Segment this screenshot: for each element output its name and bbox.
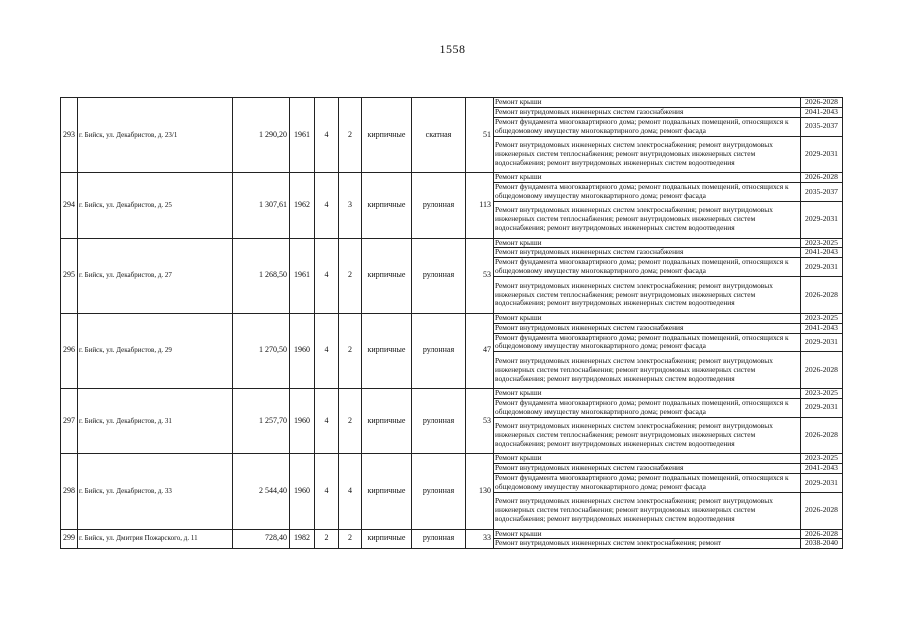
work-description-cell: Ремонт фундамента многоквартирного дома; ремонт подвальных помещений, относящихся к общедомовому имуществу многоквартирного дома; ремонт фасада — [494, 258, 801, 277]
table-row — [61, 529, 843, 539]
entrances-cell: 2 — [339, 98, 362, 173]
apartments-cell: 53 — [466, 388, 494, 453]
floors-cell: 4 — [315, 238, 339, 313]
table-row — [61, 388, 843, 398]
row-number: 296 — [61, 313, 78, 388]
work-period-cell: 2026-2028 — [801, 529, 843, 539]
work-description-cell: Ремонт крыши — [494, 238, 801, 248]
work-description-cell: Ремонт внутридомовых инженерных систем электроснабжения; ремонт внутридомовых инженерных систем теплоснабжения; ремонт внутридомовых инженерных систем водоснабжения; ремонт внутридомовых инженерных систем водоотведения — [494, 417, 801, 454]
work-period-cell: 2023-2025 — [801, 388, 843, 398]
work-description-cell: Ремонт крыши — [494, 529, 801, 539]
wall-material-cell: кирпичные — [362, 529, 412, 549]
entrances-cell: 2 — [339, 388, 362, 453]
row-number: 295 — [61, 238, 78, 313]
entrances-cell: 2 — [339, 313, 362, 388]
wall-material-cell: кирпичные — [362, 313, 412, 388]
roof-type-cell: рулонная — [412, 238, 466, 313]
floors-cell: 4 — [315, 173, 339, 238]
floors-cell: 4 — [315, 388, 339, 453]
work-period-cell: 2026-2028 — [801, 173, 843, 183]
roof-type-cell: скатная — [412, 98, 466, 173]
address-cell: г. Бийск, ул. Дмитрия Пожарского, д. 11 — [78, 529, 233, 549]
row-number: 297 — [61, 388, 78, 453]
work-description-cell: Ремонт фундамента многоквартирного дома; ремонт подвальных помещений, относящихся к общедомовому имуществу многоквартирного дома; ремонт фасада — [494, 333, 801, 352]
year-cell: 1982 — [290, 529, 315, 549]
work-description-cell: Ремонт внутридомовых инженерных систем газоснабжения — [494, 464, 801, 474]
row-number: 294 — [61, 173, 78, 238]
roof-type-cell: рулонная — [412, 454, 466, 529]
roof-type-cell: рулонная — [412, 529, 466, 549]
roof-type-cell: рулонная — [412, 388, 466, 453]
address-cell: г. Бийск, ул. Декабристов, д. 23/1 — [78, 98, 233, 173]
roof-type-cell: рулонная — [412, 313, 466, 388]
apartments-cell: 130 — [466, 454, 494, 529]
work-period-cell: 2026-2028 — [801, 352, 843, 389]
year-cell: 1960 — [290, 388, 315, 453]
row-number: 298 — [61, 454, 78, 529]
work-description-cell: Ремонт внутридомовых инженерных систем электроснабжения; ремонт внутридомовых инженерных систем теплоснабжения; ремонт внутридомовых инженерных систем водоснабжения; ремонт внутридомовых инженерных систем водоотведения — [494, 277, 801, 314]
area-cell: 1 290,20 — [233, 98, 290, 173]
apartments-cell: 51 — [466, 98, 494, 173]
work-period-cell: 2041-2043 — [801, 248, 843, 258]
area-cell: 1 307,61 — [233, 173, 290, 238]
wall-material-cell: кирпичные — [362, 388, 412, 453]
work-description-cell: Ремонт внутридомовых инженерных систем электроснабжения; ремонт — [494, 539, 801, 549]
work-description-cell: Ремонт крыши — [494, 313, 801, 323]
repair-schedule-table — [60, 97, 843, 549]
area-cell: 2 544,40 — [233, 454, 290, 529]
work-period-cell: 2023-2025 — [801, 238, 843, 248]
work-period-cell: 2026-2028 — [801, 417, 843, 454]
table-row — [61, 98, 843, 108]
work-description-cell: Ремонт внутридомовых инженерных систем газоснабжения — [494, 323, 801, 333]
apartments-cell: 53 — [466, 238, 494, 313]
entrances-cell: 4 — [339, 454, 362, 529]
work-period-cell: 2029-2031 — [801, 201, 843, 238]
entrances-cell: 3 — [339, 173, 362, 238]
address-cell: г. Бийск, ул. Декабристов, д. 31 — [78, 388, 233, 453]
work-description-cell: Ремонт фундамента многоквартирного дома; ремонт подвальных помещений, относящихся к общедомовому имуществу многоквартирного дома; ремонт фасада — [494, 398, 801, 417]
wall-material-cell: кирпичные — [362, 238, 412, 313]
table-row — [61, 454, 843, 464]
work-period-cell: 2023-2025 — [801, 313, 843, 323]
work-period-cell: 2029-2031 — [801, 258, 843, 277]
address-cell: г. Бийск, ул. Декабристов, д. 33 — [78, 454, 233, 529]
area-cell: 1 257,70 — [233, 388, 290, 453]
work-description-cell: Ремонт крыши — [494, 98, 801, 108]
work-period-cell: 2038-2040 — [801, 539, 843, 549]
wall-material-cell: кирпичные — [362, 98, 412, 173]
address-cell: г. Бийск, ул. Декабристов, д. 25 — [78, 173, 233, 238]
work-period-cell: 2023-2025 — [801, 454, 843, 464]
work-period-cell: 2029-2031 — [801, 474, 843, 493]
floors-cell: 4 — [315, 313, 339, 388]
work-period-cell: 2041-2043 — [801, 323, 843, 333]
work-period-cell: 2041-2043 — [801, 464, 843, 474]
entrances-cell: 2 — [339, 238, 362, 313]
row-number: 293 — [61, 98, 78, 173]
floors-cell: 4 — [315, 98, 339, 173]
work-description-cell: Ремонт внутридомовых инженерных систем газоснабжения — [494, 107, 801, 117]
work-period-cell: 2026-2028 — [801, 492, 843, 529]
work-description-cell: Ремонт фундамента многоквартирного дома; ремонт подвальных помещений, относящихся к общедомовому имуществу многоквартирного дома; ремонт фасада — [494, 474, 801, 493]
table-row — [61, 173, 843, 183]
work-description-cell: Ремонт внутридомовых инженерных систем электроснабжения; ремонт внутридомовых инженерных систем теплоснабжения; ремонт внутридомовых инженерных систем водоснабжения; ремонт внутридомовых инженерных систем водоотведения — [494, 352, 801, 389]
work-description-cell: Ремонт внутридомовых инженерных систем газоснабжения — [494, 248, 801, 258]
apartments-cell: 47 — [466, 313, 494, 388]
apartments-cell: 33 — [466, 529, 494, 549]
work-description-cell: Ремонт крыши — [494, 388, 801, 398]
page-number: 1558 — [439, 42, 466, 56]
work-description-cell: Ремонт крыши — [494, 173, 801, 183]
area-cell: 1 268,50 — [233, 238, 290, 313]
work-description-cell: Ремонт крыши — [494, 454, 801, 464]
work-description-cell: Ремонт внутридомовых инженерных систем электроснабжения; ремонт внутридомовых инженерных систем теплоснабжения; ремонт внутридомовых инженерных систем водоснабжения; ремонт внутридомовых инженерных систем водоотведения — [494, 492, 801, 529]
row-number: 299 — [61, 529, 78, 549]
year-cell: 1960 — [290, 313, 315, 388]
table-row — [61, 238, 843, 248]
wall-material-cell: кирпичные — [362, 173, 412, 238]
work-description-cell: Ремонт фундамента многоквартирного дома; ремонт подвальных помещений, относящихся к общедомовому имуществу многоквартирного дома; ремонт фасада — [494, 117, 801, 136]
work-period-cell: 2035-2037 — [801, 117, 843, 136]
floors-cell: 4 — [315, 454, 339, 529]
work-description-cell: Ремонт внутридомовых инженерных систем электроснабжения; ремонт внутридомовых инженерных систем теплоснабжения; ремонт внутридомовых инженерных систем водоснабжения; ремонт внутридомовых инженерных систем водоотведения — [494, 136, 801, 173]
work-period-cell: 2041-2043 — [801, 107, 843, 117]
year-cell: 1961 — [290, 238, 315, 313]
address-cell: г. Бийск, ул. Декабристов, д. 27 — [78, 238, 233, 313]
work-description-cell: Ремонт внутридомовых инженерных систем электроснабжения; ремонт внутридомовых инженерных систем теплоснабжения; ремонт внутридомовых инженерных систем водоснабжения; ремонт внутридомовых инженерных систем водоотведения — [494, 201, 801, 238]
floors-cell: 2 — [315, 529, 339, 549]
year-cell: 1960 — [290, 454, 315, 529]
roof-type-cell: рулонная — [412, 173, 466, 238]
entrances-cell: 2 — [339, 529, 362, 549]
work-period-cell: 2029-2031 — [801, 398, 843, 417]
area-cell: 728,40 — [233, 529, 290, 549]
work-period-cell: 2026-2028 — [801, 98, 843, 108]
year-cell: 1962 — [290, 173, 315, 238]
table-row — [61, 313, 843, 323]
work-period-cell: 2029-2031 — [801, 333, 843, 352]
work-description-cell: Ремонт фундамента многоквартирного дома; ремонт подвальных помещений, относящихся к общедомовому имуществу многоквартирного дома; ремонт фасада — [494, 183, 801, 202]
work-period-cell: 2029-2031 — [801, 136, 843, 173]
address-cell: г. Бийск, ул. Декабристов, д. 29 — [78, 313, 233, 388]
work-period-cell: 2026-2028 — [801, 277, 843, 314]
wall-material-cell: кирпичные — [362, 454, 412, 529]
area-cell: 1 270,50 — [233, 313, 290, 388]
year-cell: 1961 — [290, 98, 315, 173]
work-period-cell: 2035-2037 — [801, 183, 843, 202]
apartments-cell: 113 — [466, 173, 494, 238]
